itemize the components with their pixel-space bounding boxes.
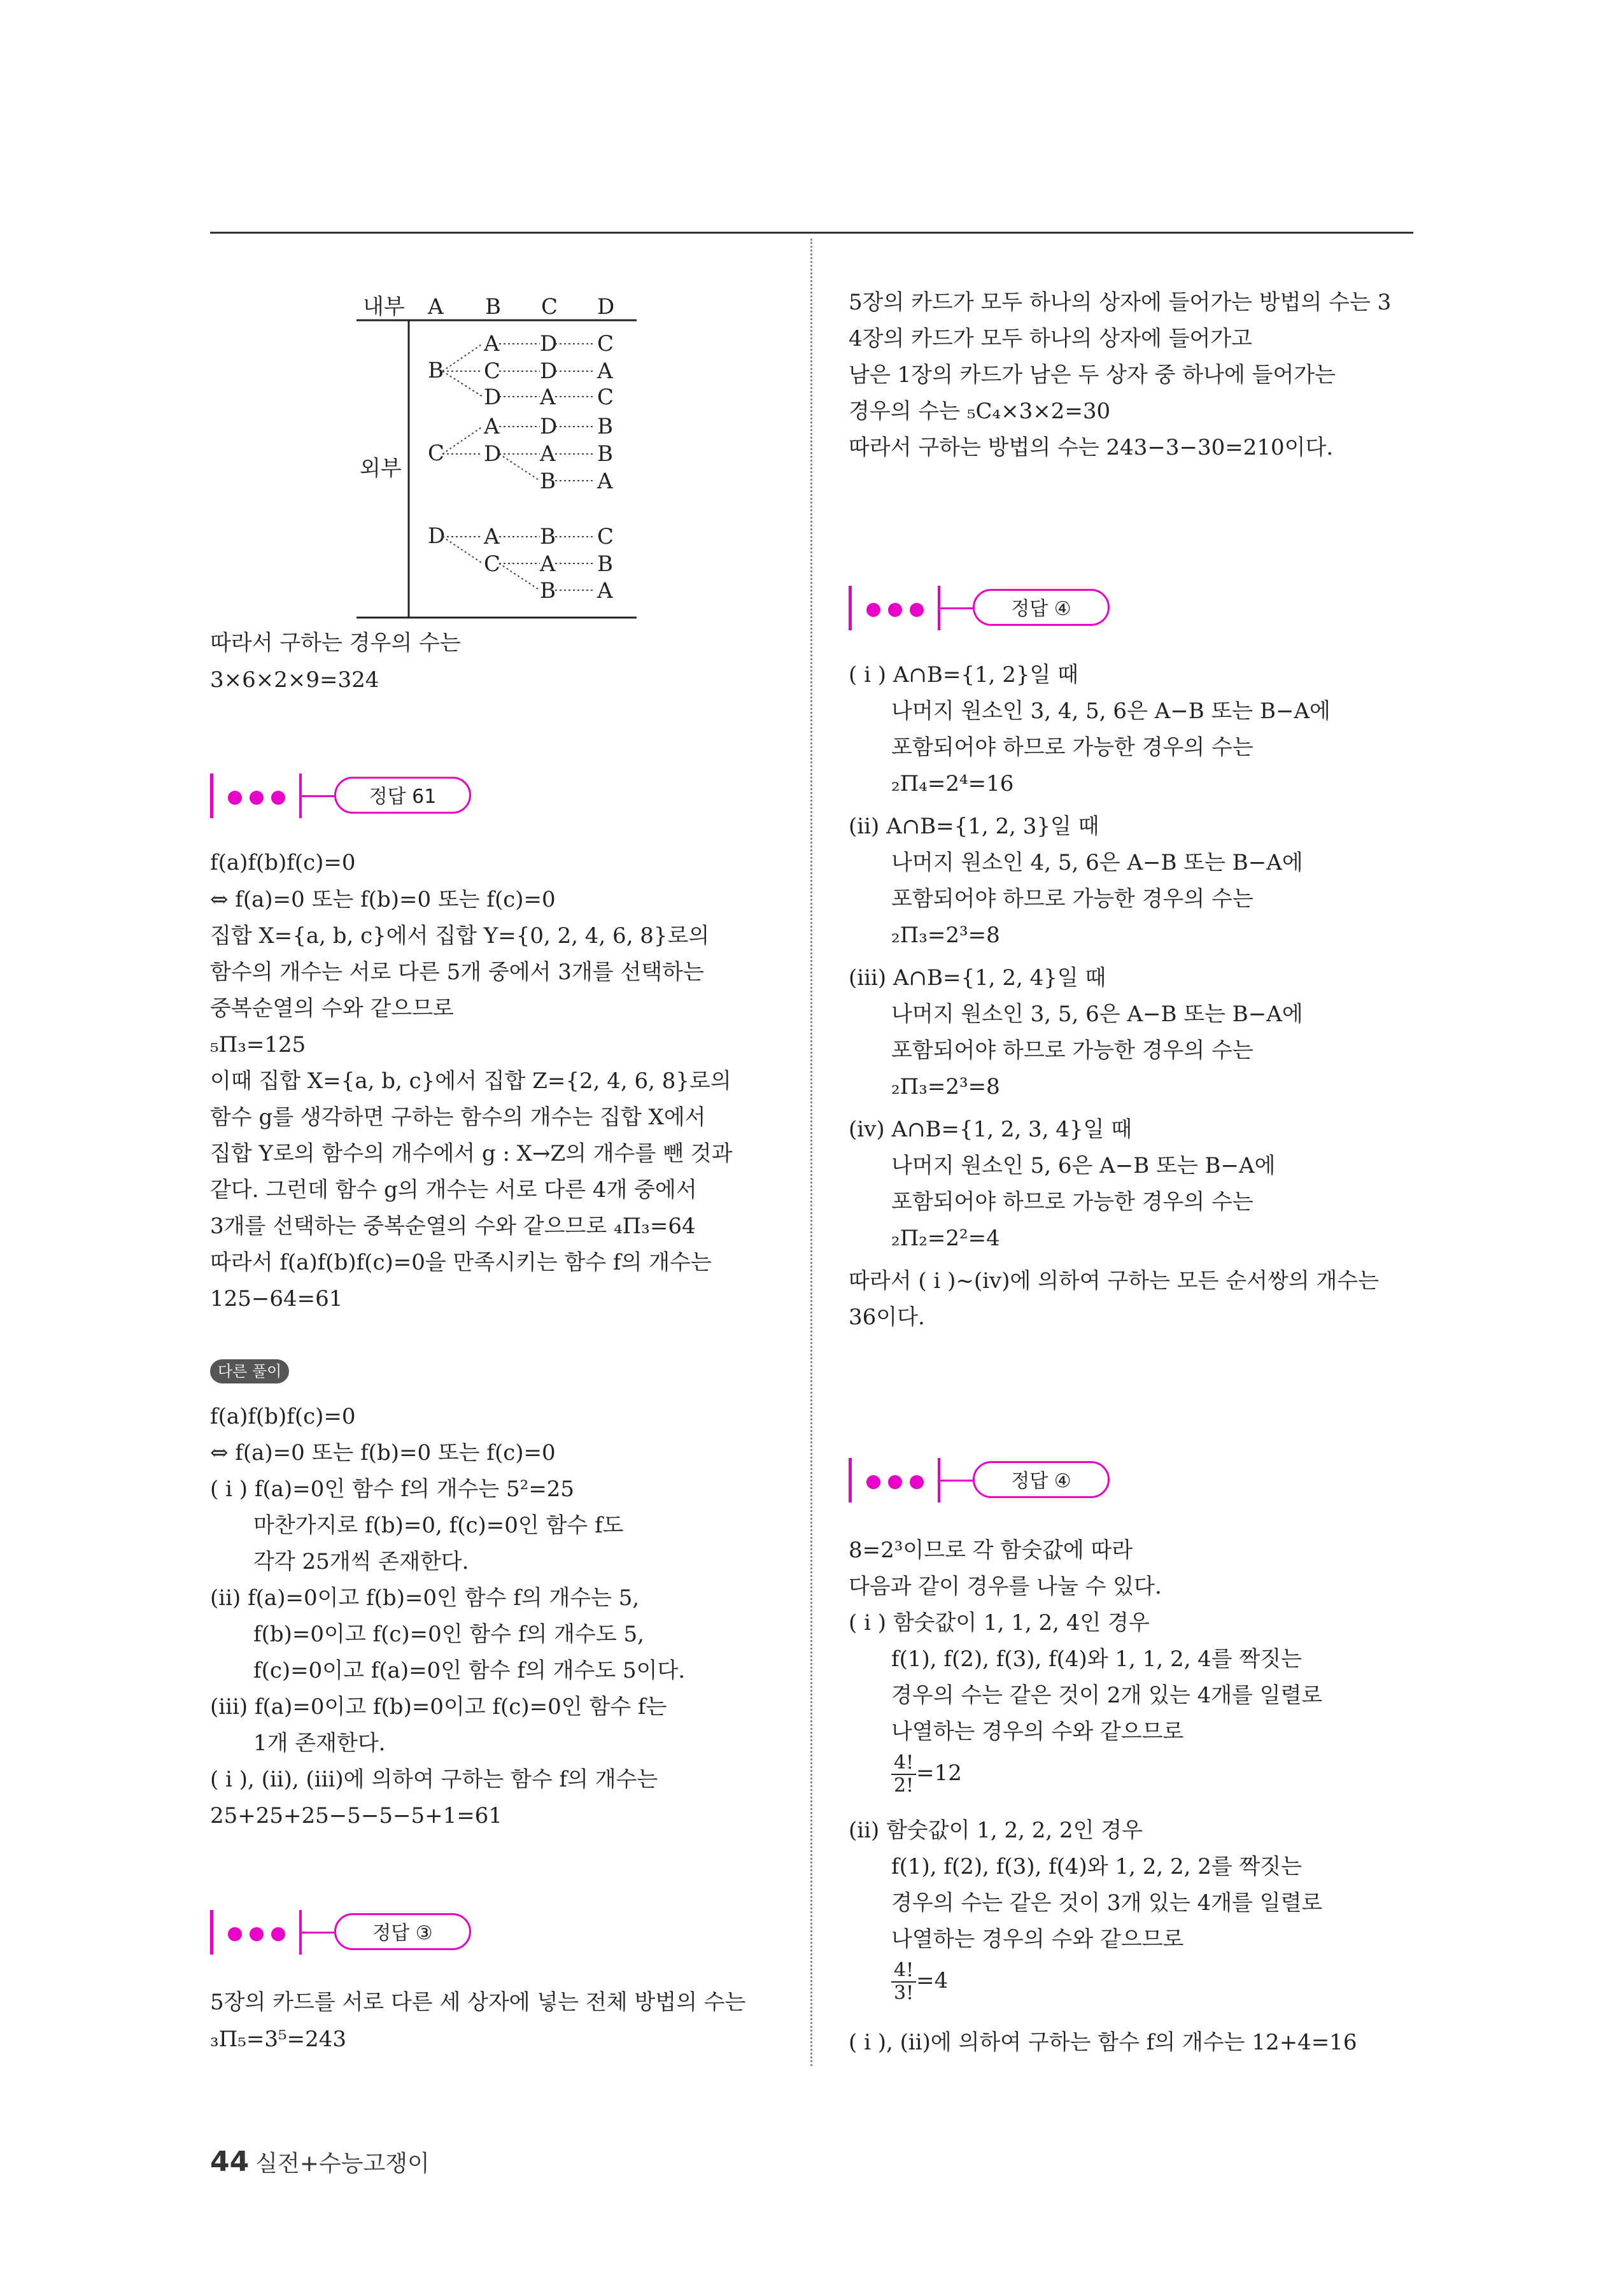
text-line: 이때 집합 X={a, b, c}에서 집합 Z={2, 4, 6, 8}로의: [210, 1068, 731, 1094]
text-line: 5장의 카드가 모두 하나의 상자에 들어가는 방법의 수는 3: [849, 290, 1392, 315]
text-line: 나머지 원소인 4, 5, 6은 A−B 또는 B−A에: [891, 850, 1303, 875]
fraction-line: $\frac{4!}{3!}$ =4: [891, 1960, 948, 2004]
tree-node: A: [597, 358, 613, 384]
tree-node: B: [597, 414, 613, 439]
page-number: 44: [210, 2146, 250, 2178]
tree-header-d: D: [597, 294, 615, 320]
text-line: f(b)=0이고 f(c)=0인 함수 f의 개수도 5,: [253, 1622, 644, 1647]
text-line: 25+25+25−5−5−5+1=61: [210, 1803, 502, 1829]
text-line: ₅Π₃=125: [210, 1032, 306, 1058]
text-line: ⇔ f(a)=0 또는 f(b)=0 또는 f(c)=0: [210, 1440, 556, 1466]
tree-node: B: [540, 524, 556, 549]
answer-header-4a: [849, 586, 1116, 630]
tree-header-inner: 내부: [363, 294, 405, 320]
text-line: 경우의 수는 ₅C₄×3×2=30: [849, 399, 1111, 424]
tree-node: D: [540, 358, 558, 384]
text-line: 중복순열의 수와 같으므로: [210, 996, 454, 1021]
text-line: 나열하는 경우의 수와 같으므로: [891, 1719, 1184, 1744]
answer-label: 정답 ④: [973, 589, 1110, 626]
tree-node: A: [597, 578, 613, 604]
text-line: ₃Π₅=3⁵=243: [210, 2027, 347, 2052]
answer-label: 정답 ③: [334, 1913, 471, 1950]
tree-node: A: [484, 331, 500, 357]
tree-header-c: C: [541, 294, 558, 320]
text-line: (iii) A∩B={1, 2, 4}일 때: [849, 965, 1106, 991]
fraction-line: $\frac{4!}{2!}$ =12: [891, 1752, 962, 1797]
text-line: 나머지 원소인 3, 5, 6은 A−B 또는 B−A에: [891, 1001, 1303, 1027]
text-line: 집합 Y로의 함수의 개수에서 g : X→Z의 개수를 뺀 것과: [210, 1141, 733, 1166]
top-rule: [210, 232, 1413, 234]
tree-node: C: [484, 358, 501, 384]
text-line: 포함되어야 하므로 가능한 경우의 수는: [891, 735, 1253, 760]
text-line: 함수의 개수는 서로 다른 5개 중에서 3개를 선택하는: [210, 959, 704, 985]
text-line: ( i ) f(a)=0인 함수 f의 개수는 5²=25: [210, 1476, 575, 1502]
answer-header-4b: [849, 1458, 1116, 1503]
tree-node: A: [540, 385, 556, 410]
text-line: ₂Π₄=2⁴=16: [891, 771, 1014, 796]
text-line: 1개 존재한다.: [253, 1730, 386, 1756]
text-line: ( i ), (ii)에 의하여 구하는 함수 f의 개수는 12+4=16: [849, 2030, 1357, 2055]
text-line: 따라서 구하는 방법의 수는 243−3−30=210이다.: [849, 435, 1334, 460]
tree-outer-label: 외부: [360, 456, 402, 481]
text-line: (iv) A∩B={1, 2, 3, 4}일 때: [849, 1117, 1133, 1142]
tree-node: B: [597, 441, 613, 467]
text-line: (iii) f(a)=0이고 f(b)=0이고 f(c)=0인 함수 f는: [210, 1694, 667, 1720]
column-divider: [810, 239, 812, 2066]
tree-node: C: [484, 551, 501, 577]
text-line: 나머지 원소인 3, 4, 5, 6은 A−B 또는 B−A에: [891, 698, 1331, 724]
text-line: 따라서 구하는 경우의 수는: [210, 630, 461, 656]
text-line: ( i ) 함숫값이 1, 1, 2, 4인 경우: [849, 1610, 1150, 1636]
text-line: 나머지 원소인 5, 6은 A−B 또는 B−A에: [891, 1153, 1276, 1178]
text-line: 8=2³이므로 각 함숫값에 따라: [849, 1538, 1133, 1563]
book-title: 실전+수능고쟁이: [255, 2151, 430, 2177]
text-line: 3×6×2×9=324: [210, 667, 379, 693]
text-line: 각각 25개씩 존재한다.: [253, 1549, 469, 1574]
text-line: ₂Π₃=2³=8: [891, 1074, 1000, 1100]
tree-node: D: [484, 385, 502, 410]
tree-node: B: [540, 469, 556, 494]
tree-node: A: [597, 469, 613, 494]
text-line: (ii) f(a)=0이고 f(b)=0인 함수 f의 개수는 5,: [210, 1585, 640, 1611]
fraction: $\frac{4!}{3!}$: [891, 1960, 916, 2004]
text-line: 마찬가지로 f(b)=0, f(c)=0인 함수 f도: [253, 1513, 624, 1538]
answer-label: 정답 61: [334, 777, 471, 814]
tree-node: D: [540, 331, 558, 357]
answer-header-3: [210, 1910, 477, 1955]
text-line: 4장의 카드가 모두 하나의 상자에 들어가고: [849, 326, 1253, 351]
tree-header-a: A: [428, 294, 444, 320]
text-line: 3개를 선택하는 중복순열의 수와 같으므로 ₄Π₃=64: [210, 1213, 696, 1239]
tree-root-b: B: [428, 358, 444, 383]
answer-label: 정답 ④: [973, 1461, 1110, 1498]
tree-root-c: C: [428, 441, 445, 466]
text-line: ₂Π₃=2³=8: [891, 923, 1000, 948]
tree-node: A: [540, 441, 556, 467]
text-line: ( i ) A∩B={1, 2}일 때: [849, 662, 1078, 688]
tree-root-d: D: [428, 523, 446, 549]
text-line: 36이다.: [849, 1305, 925, 1330]
answer-header-61: [210, 774, 477, 818]
tree-node: A: [484, 414, 500, 439]
tree-node: D: [540, 414, 558, 439]
fraction: $\frac{4!}{2!}$: [891, 1752, 916, 1797]
tree-node: B: [540, 578, 556, 604]
alt-solution-badge: 다른 풀이: [210, 1359, 289, 1383]
text-line: 경우의 수는 같은 것이 2개 있는 4개를 일렬로: [891, 1683, 1323, 1708]
text-line: 같다. 그런데 함수 g의 개수는 서로 다른 4개 중에서: [210, 1177, 697, 1203]
tree-header-b: B: [485, 294, 501, 320]
tree-node: B: [597, 551, 613, 577]
tree-node: C: [597, 524, 614, 549]
text-line: 따라서 ( i )~(iv)에 의하여 구하는 모든 순서쌍의 개수는: [849, 1268, 1379, 1294]
text-line: 125−64=61: [210, 1286, 343, 1312]
text-line: ⇔ f(a)=0 또는 f(b)=0 또는 f(c)=0: [210, 887, 556, 912]
tree-node: D: [484, 441, 502, 467]
text-line: 함수 g를 생각하면 구하는 함수의 개수는 집합 X에서: [210, 1105, 706, 1130]
text-line: 나열하는 경우의 수와 같으므로: [891, 1927, 1184, 1952]
text-line: 5장의 카드를 서로 다른 세 상자에 넣는 전체 방법의 수는: [210, 1990, 746, 2015]
text-line: 남은 1장의 카드가 남은 두 상자 중 하나에 들어가는: [849, 362, 1336, 388]
text-line: (ii) A∩B={1, 2, 3}일 때: [849, 814, 1099, 839]
text-line: 포함되어야 하므로 가능한 경우의 수는: [891, 1189, 1253, 1215]
text-line: ( i ), (ii), (iii)에 의하여 구하는 함수 f의 개수는: [210, 1767, 658, 1792]
text-line: f(a)f(b)f(c)=0: [210, 1404, 356, 1429]
text-line: f(a)f(b)f(c)=0: [210, 850, 356, 875]
text-line: 다음과 같이 경우를 나눌 수 있다.: [849, 1574, 1162, 1599]
text-line: (ii) 함숫값이 1, 2, 2, 2인 경우: [849, 1818, 1143, 1843]
text-line: 포함되어야 하므로 가능한 경우의 수는: [891, 1038, 1253, 1063]
assignment-tree-diagram: [357, 290, 643, 621]
tree-node: C: [597, 385, 614, 410]
text-line: 경우의 수는 같은 것이 3개 있는 4개를 일렬로: [891, 1890, 1323, 1916]
text-line: 포함되어야 하므로 가능한 경우의 수는: [891, 886, 1253, 912]
tree-node: A: [484, 524, 500, 549]
text-line: f(c)=0이고 f(a)=0인 함수 f의 개수도 5이다.: [253, 1658, 686, 1683]
text-line: ₂Π₂=2²=4: [891, 1226, 1000, 1251]
text-line: f(1), f(2), f(3), f(4)와 1, 2, 2, 2를 짝짓는: [891, 1854, 1303, 1879]
page-footer: [210, 2146, 430, 2178]
tree-node: A: [540, 551, 556, 577]
text-line: f(1), f(2), f(3), f(4)와 1, 1, 2, 4를 짝짓는: [891, 1646, 1303, 1672]
text-line: 따라서 f(a)f(b)f(c)=0을 만족시키는 함수 f의 개수는: [210, 1250, 712, 1275]
tree-node: C: [597, 331, 614, 357]
text-line: 집합 X={a, b, c}에서 집합 Y={0, 2, 4, 6, 8}로의: [210, 923, 710, 949]
